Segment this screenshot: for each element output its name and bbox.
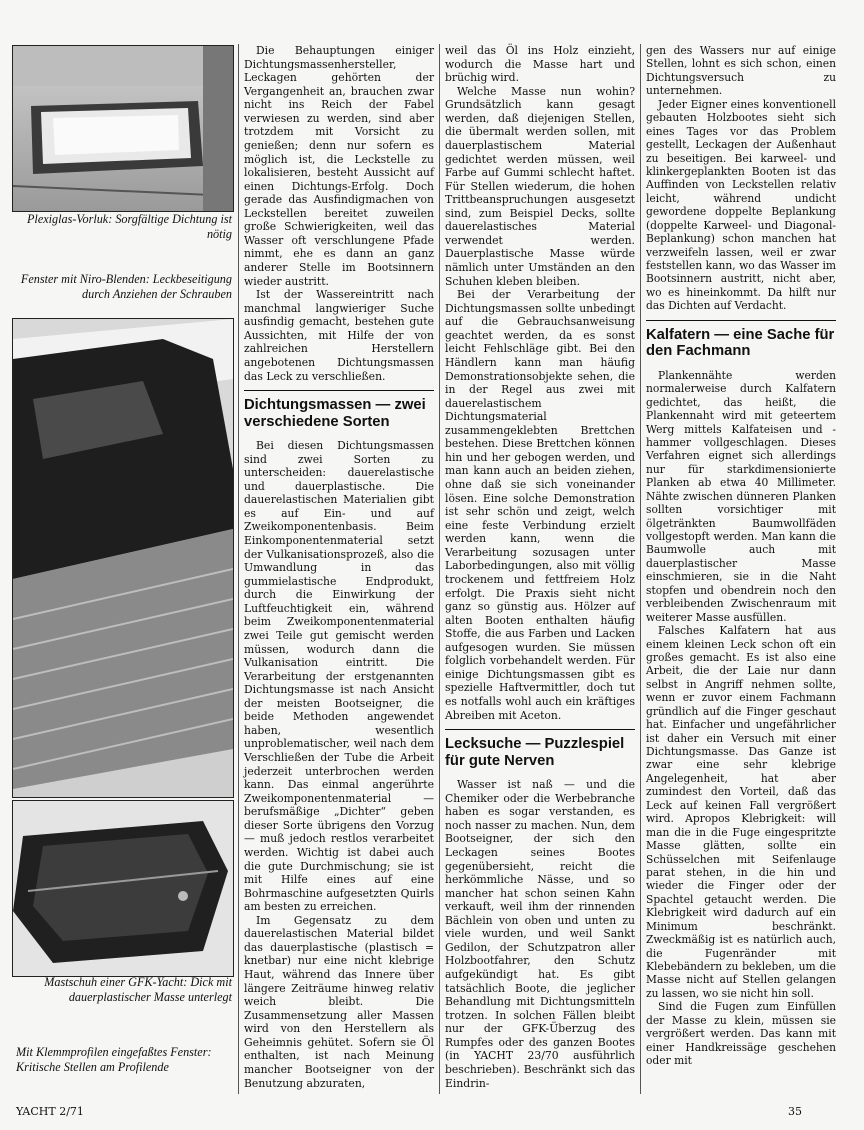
paragraph: Sind die Fugen zum Einfüllen der Masse zu klein, müssen sie vergrößert werden. Das kann mit einer Handkreissäge geschehen oder mit bbox=[646, 1000, 836, 1068]
paragraph: Im Gegensatz zu dem dauerelastischen Material bildet das dauerplastische (plastisch = knetbar) nur eine nicht klebrige Haut, während das Innere über längere Zeiträume hinweg relativ weich bleibt. Die Zusammensetzung aller Massen wird von den Herstellern als Geheimnis gehütet. Sofern sie Öl enthalten, ist nach Meinung mancher Bootseigner von der Benutzung abzuraten, bbox=[244, 913, 434, 1090]
column-rule-1 bbox=[238, 44, 239, 1094]
section-heading-dichtungsmassen: Dichtungsmassen — zwei verschiedene Sorten bbox=[244, 390, 434, 430]
section-heading-kalfatern: Kalfatern — eine Sache für den Fachmann bbox=[646, 320, 836, 360]
section-heading-lecksuche: Lecksuche — Puzzlespiel für gute Nerven bbox=[445, 729, 635, 769]
caption-niro-window: Fenster mit Niro-Blenden: Leckbeseitigung durch Anziehen der Schrauben bbox=[20, 272, 232, 301]
caption-plexiglas: Plexiglas-Vorluk: Sorgfältige Dichtung ist nötig bbox=[26, 212, 232, 241]
paragraph: Die Behauptungen einiger Dichtungsmassenhersteller, Leckagen gehörten der Vergangenheit an, brauchen zwar nicht ins Reich der Fabel verwiesen zu werden, sind aber trotzdem mit Vorsicht zu genießen; denn nur sofern es möglich ist, die Leckstelle zu lokalisieren, besteht Aussicht auf einen Dichtungs-Erfolg. Doch gerade das Ausfindigmachen von Leckstellen bereitet zuweilen große Schwierigkeiten, weil das Wasser oft verschlungene Pfade nimmt, ehe es dann an ganz anderer Stelle im Bootsinnern wieder austritt. bbox=[244, 44, 434, 288]
paragraph: Bei der Verarbeitung der Dichtungsmassen sollte unbedingt auf die Gebrauchsanweisung geachtet werden, da es sonst leicht Fehlschläge gibt. Bei den Händlern kann man häufig Demonstrationsobjekte sehen, die in der Regel aus zwei mit dauerelastischem Dichtungsmaterial zusammengeklebten Brettchen bestehen. Diese Brettchen können hin und her gebogen werden, und man kann auch an beiden ziehen, ohne daß sie sich voneinander lösen. Eine solche Demonstration ist sehr schön und zeigt, welch eine feste Verbindung erzielt werden kann, wenn die Verarbeitung sozusagen unter Laborbedingungen, also mit völlig trockenem und fettfreiem Holz erfolgt. Die Praxis sieht nicht ganz so günstig aus. Hölzer auf alten Booten enthalten häufig Stoffe, die aus Farben und Lacken aufgesogen wurden. Sie müssen folglich vorbehandelt werden. Für einige Dichtungsmassen gibt es spezielle Haftvermittler, doch tut es notfalls wohl auch ein kräftiges Abreiben mit Aceton. bbox=[445, 288, 635, 722]
column-rule-3 bbox=[640, 44, 641, 1094]
caption-clamp-window: Mit Klemmprofilen eingefaßtes Fenster: Kritische Stellen am Profilende bbox=[16, 1045, 212, 1074]
paragraph: Bei diesen Dichtungsmassen sind zwei Sorten zu unterscheiden: dauerelastische und dauerplastische. Die dauerelastischen Materialien gibt es auf Ein- und auf Zweikomponentenbasis. Beim Einkomponentenmaterial setzt der Vulkanisationsprozeß, also die Umwandlung in das gummielastische Endprodukt, durch die Einwirkung der Luftfeuchtigkeit ein, während beim Zweikomponentenmaterial zwei Teile gut gemischt werden müssen, wodurch dann die Vulkanisation eintritt. Die Verarbeitung der erstgenannten Dichtungsmasse ist nach Ansicht der meisten Bootseigner, die beide Methoden angewendet haben, wesentlich unproblematischer, weil nach dem Verschließen der Tube die Arbeit jederzeit unterbrochen werden kann. Das einmal angerührte Zweikomponentenmaterial — berufsmäßige „Dichter“ geben dieser Sorte übrigens den Vorzug — muß jedoch restlos verarbeitet werden. Wichtig ist dabei auch die gute Durchmischung; sie ist mit Hilfe eines auf eine Bohrmaschine aufgesetzten Quirls am besten zu erreichen. bbox=[244, 439, 434, 914]
text-column-2 bbox=[445, 44, 635, 1090]
paragraph: Ist der Wassereintritt nach manchmal langwieriger Suche ausfindig gemacht, bestehen gute Aussichten, mit Hilfe der von zahlreichen Herstellern angebotenen Dichtungsmassen das Leck zu verschließen. bbox=[244, 288, 434, 383]
photo-plexiglas-hatch bbox=[12, 45, 234, 212]
footer-magazine-issue: YACHT 2/71 bbox=[16, 1105, 84, 1118]
paragraph: Welche Masse nun wohin? Grundsätzlich kann gesagt werden, daß diejenigen Stellen, die übermalt werden sollen, mit dauerplastischem Material gedichtet werden müssen, weil Farbe auf Gummi schlecht haftet. Für Stellen wiederum, die hohen Trittbeanspruchungen ausgesetzt sind, zum Beispiel Decks, sollte dauerelastisches Material verwendet werden. Dauerplastische Masse würde nämlich unter Umständen an den Schuhen kleben bleiben. bbox=[445, 84, 635, 288]
text-column-3 bbox=[646, 44, 836, 1068]
paragraph: Jeder Eigner eines konventionell gebauten Holzbootes sieht sich eines Tages vor das Problem gestellt, Leckagen der Außenhaut zu beseitigen. Bei karweel- und klinkergeplankten Booten ist das Auffinden von Leckstellen relativ leicht, während undicht gewordene doppelte Beplankung (doppelte Karweel- und Diagonal-Beplankung) schon manchen hat verzweifeln lassen, weil er zwar feststellen kann, wo das Wasser im Bootsinnern austritt, nicht aber, wo es hineinkommt. Da hilft nur das Dichten auf Verdacht. bbox=[646, 97, 836, 313]
footer-page-number: 35 bbox=[788, 1105, 802, 1118]
paragraph: Wasser ist naß — und die Chemiker oder die Werbebranche haben es sogar verstanden, es noch nasser zu machen. Nun, dem Bootseigner, der sich den Leckagen seines Bootes gegenübersieht, reicht die herkömmliche Nässe, und so mancher hat schon seinen Kahn verkauft, weil ihm der rinnenden Bächlein von oben und unten zu viele wurden, und weil Sankt Gedilon, der Schutzpatron aller Holzbootfahrer, den Schutz aufgekündigt hat. Es gibt tatsächlich Boote, die jeglicher Behandlung mit Dichtungsmitteln trotzen. In solchen Fällen bleibt nur der GFK-Überzug des Rumpfes oder des ganzen Bootes (in YACHT 23/70 ausführlich beschrieben). Beschränkt sich das Eindrin- bbox=[445, 778, 635, 1090]
caption-mast-step: Mastschuh einer GFK-Yacht: Dick mit dauerplastischer Masse unterlegt bbox=[44, 975, 232, 1004]
photo-mast-step bbox=[12, 800, 234, 977]
paragraph: gen des Wassers nur auf einige Stellen, lohnt es sich schon, einen Dichtungsversuch zu unternehmen. bbox=[646, 44, 836, 98]
paragraph: Falsches Kalfatern hat aus einem kleinen Leck schon oft ein großes gemacht. Es ist also eine Arbeit, die der Laie nur dann selbst in Angriff nehmen sollte, wenn er zuvor einem Fachmann gründlich auf die Finger geschaut hat. Einfacher und ungefährlicher ist daher ein Versuch mit einer Dichtungsmasse. Das Ganze ist zwar eine sehr klebrige Angelegenheit, hat aber zumindest den Vorteil, daß das Leck auf keinen Fall vergrößert wird. Apropos Klebrigkeit: will man die in die Fuge eingespritzte Masse glätten, sollte ein Schüsselchen mit Seifenlauge parat stehen, in die hin und wieder die Finger oder der Spachtel getaucht werden. Die Klebrigkeit wird dadurch auf ein Minimum beschränkt. Zweckmäßig ist es natürlich auch, die Fugenränder mit Klebebändern zu bekleben, um die Masse nicht auf Stellen gelangen zu lassen, wo sie nicht hin soll. bbox=[646, 624, 836, 1000]
paragraph: Plankennähte werden normalerweise durch Kalfatern gedichtet, das heißt, die Plankennaht wird mit geteertem Werg mittels Kalfateisen und -hammer vollgeschlagen. Dieses Verfahren eignet sich allerdings nur für starkdimensionierte Planken ab etwa 40 Millimeter. Nähte zwischen dünneren Planken sollten vorsichtiger mit ölgetränkten Baumwollfäden vollgestopft werden. Man kann die Baumwolle auch mit dauerplastischer Masse einschmieren, sie in die Naht stopfen und obendrein noch den verbleibenden Zwischenraum mit weiterer Masse ausfüllen. bbox=[646, 368, 836, 624]
photo-niro-window bbox=[12, 318, 234, 798]
text-column-1 bbox=[244, 44, 434, 1090]
paragraph: weil das Öl ins Holz einzieht, wodurch die Masse hart und brüchig wird. bbox=[445, 44, 635, 85]
column-rule-2 bbox=[439, 44, 440, 1094]
